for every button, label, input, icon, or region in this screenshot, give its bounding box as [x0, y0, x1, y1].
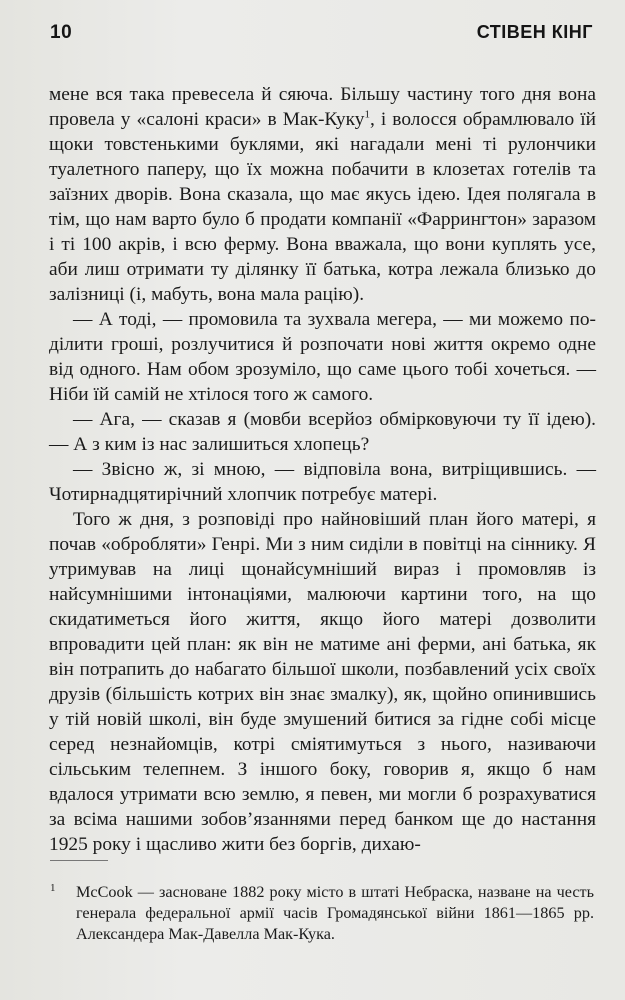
- paragraph-text: , і волосся обрамлювало їй щоки товстенькими буклями, які нагадали мені ті рулончики туалетного паперу, що їх можна побачити в клозетах готелів та заїзних дворів. Вона сказала, що має якусь ідею. Ідея полягала в тім, що нам варто було б продати компанії «Фаррингтон» заразом і ті 100 акрів, і всю ферму. Вона вважала, що вони куплять усе, аби лиш отримати ту ділянку її батька, котра лежала близько до залізниці (і, мабуть, вона мала рацію).: [49, 109, 596, 305]
- paragraph: Того ж дня, з розповіді про найновіший план його матері, я почав «обробляти» Генрі. Ми з ним сиділи в повітці на сіннику. Я утримував на лиці щонайсумніший вираз і промовляв із найсумнішими інтонаціями, малюючи картини того, на що скидатиметься його життя, якщо його матері дозволити впровадити цей план: як він не матиме ані ферми, ані батька, як він потрапить до набагато більшої школи, позбавлений усіх своїх друзів (більшість котрих він знає змалку), як, щойно опинившись у тій новій школі, він буде змушений битися за гідне собі місце серед незнайомців, котрі сміятимуться з нього, називаючи сільським телепнем. З іншого боку, говорив я, якщо б нам вдалося утримати всю землю, я певен, ми могли б розрахуватися за всіма нашими зобов’язаннями перед банком ще до настання 1925 року і щасливо жити без боргів, дихаю-: [49, 509, 596, 855]
- paragraph: — А тоді, — промовила та зухвала мегера, — ми можемо поділити гроші, розлучитися й розпочати нові життя окремо одне від одного. Нам обом зрозуміло, що саме цього тобі хочеться. — Ніби їй самій не хтілося того ж самого.: [49, 309, 596, 405]
- footnote-number: 1: [50, 882, 56, 894]
- footnote-reference: 1: [364, 108, 370, 121]
- paragraph-text: мене вся така превесела й сяюча. Більшу частину того дня вона провела у «салоні краси» в Мак-Куку: [49, 84, 596, 130]
- running-head-author: СТІВЕН КІНГ: [476, 22, 593, 42]
- footnote-divider: [50, 860, 108, 861]
- footnote-text: McCook — засноване 1882 року місто в штаті Небраска, назване на честь генерала федеральної армії часів Громадянської війни 1861—1865 рр. Александера Мак-Давелла Мак-Кука.: [76, 883, 594, 943]
- paragraph: — Звісно ж, зі мною, — відповіла вона, витріщившись. — Чотирнадцятирічний хлопчик потребує матері.: [49, 459, 596, 505]
- paragraph: [49, 82, 596, 307]
- body-text: [49, 82, 596, 857]
- page-number: 10: [50, 22, 73, 43]
- page-header: [50, 18, 593, 48]
- footnote: [50, 882, 594, 945]
- paragraph: — Ага, — сказав я (мовби всерйоз обмірковуючи ту її ідею). — А з ким із нас залишиться хлопець?: [49, 409, 596, 455]
